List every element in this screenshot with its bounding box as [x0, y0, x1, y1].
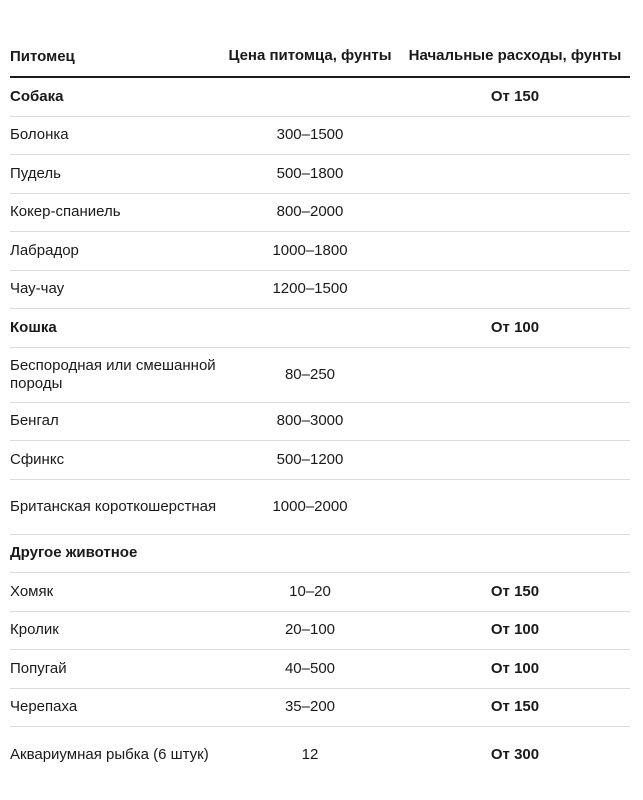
- row-price: 80–250: [284, 365, 336, 383]
- row-initial: От 100: [490, 318, 540, 336]
- row-price: 500–1800: [276, 164, 344, 182]
- row-pet: Кошка: [10, 318, 57, 336]
- row-price: 800–3000: [276, 412, 344, 430]
- table-header: [10, 0, 630, 78]
- row-price: 35–200: [284, 698, 336, 716]
- row-initial: От 150: [490, 698, 540, 716]
- row-initial: От 300: [490, 745, 540, 763]
- row-price: 20–100: [284, 621, 336, 639]
- table-row: [10, 271, 630, 310]
- row-pet: Хомяк: [10, 582, 54, 600]
- row-price: 1000–2000: [272, 497, 348, 515]
- table-row: [10, 348, 630, 403]
- row-price: 300–1500: [276, 126, 344, 144]
- header-pet: Питомец: [10, 48, 75, 65]
- row-initial: От 100: [490, 659, 540, 677]
- row-pet: Черепаха: [10, 698, 78, 716]
- row-pet: Болонка: [10, 126, 69, 144]
- row-pet: Чау-чау: [10, 280, 65, 298]
- row-pet: Аквариумная рыбка (6 штук): [10, 745, 209, 763]
- row-pet: Собака: [10, 87, 64, 105]
- row-pet: Лабрадор: [10, 241, 79, 259]
- row-pet: Бенгал: [10, 412, 59, 430]
- table-row: [10, 441, 630, 480]
- table-row: [10, 612, 630, 651]
- table-row-group-other: [10, 535, 630, 574]
- table-row: [10, 727, 630, 782]
- row-pet: Кокер-спаниель: [10, 203, 121, 221]
- table-row: [10, 155, 630, 194]
- table-row: [10, 117, 630, 156]
- table-row-group-cat: [10, 309, 630, 348]
- table-row: [10, 194, 630, 233]
- row-price: 1000–1800: [272, 241, 348, 259]
- row-price: 800–2000: [276, 203, 344, 221]
- row-pet: Пудель: [10, 164, 61, 182]
- row-pet: Беспородная или смешанной породы: [10, 356, 216, 392]
- row-pet: Сфинкс: [10, 450, 65, 468]
- row-price: 40–500: [284, 659, 336, 677]
- row-initial: От 100: [490, 621, 540, 639]
- table-row: [10, 689, 630, 728]
- table-row: [10, 480, 630, 535]
- table-row-group-dog: [10, 78, 630, 117]
- row-price: 10–20: [289, 582, 331, 600]
- row-price: 1200–1500: [272, 280, 348, 298]
- table-row: [10, 573, 630, 612]
- table-row: [10, 650, 630, 689]
- row-pet: Кролик: [10, 621, 59, 639]
- table-row: [10, 403, 630, 442]
- row-price: 12: [301, 745, 319, 763]
- row-initial: От 150: [490, 582, 540, 600]
- row-price: 500–1200: [276, 450, 344, 468]
- row-initial: От 150: [490, 87, 540, 105]
- pet-costs-table: [10, 0, 630, 782]
- row-pet: Британская короткошерстная: [10, 497, 217, 515]
- row-pet: Попугай: [10, 659, 67, 677]
- row-pet: Другое животное: [10, 544, 138, 562]
- table-row: [10, 232, 630, 271]
- header-initial-costs: Начальные расходы, фунты: [408, 47, 622, 64]
- header-price: Цена питомца, фунты: [228, 47, 392, 64]
